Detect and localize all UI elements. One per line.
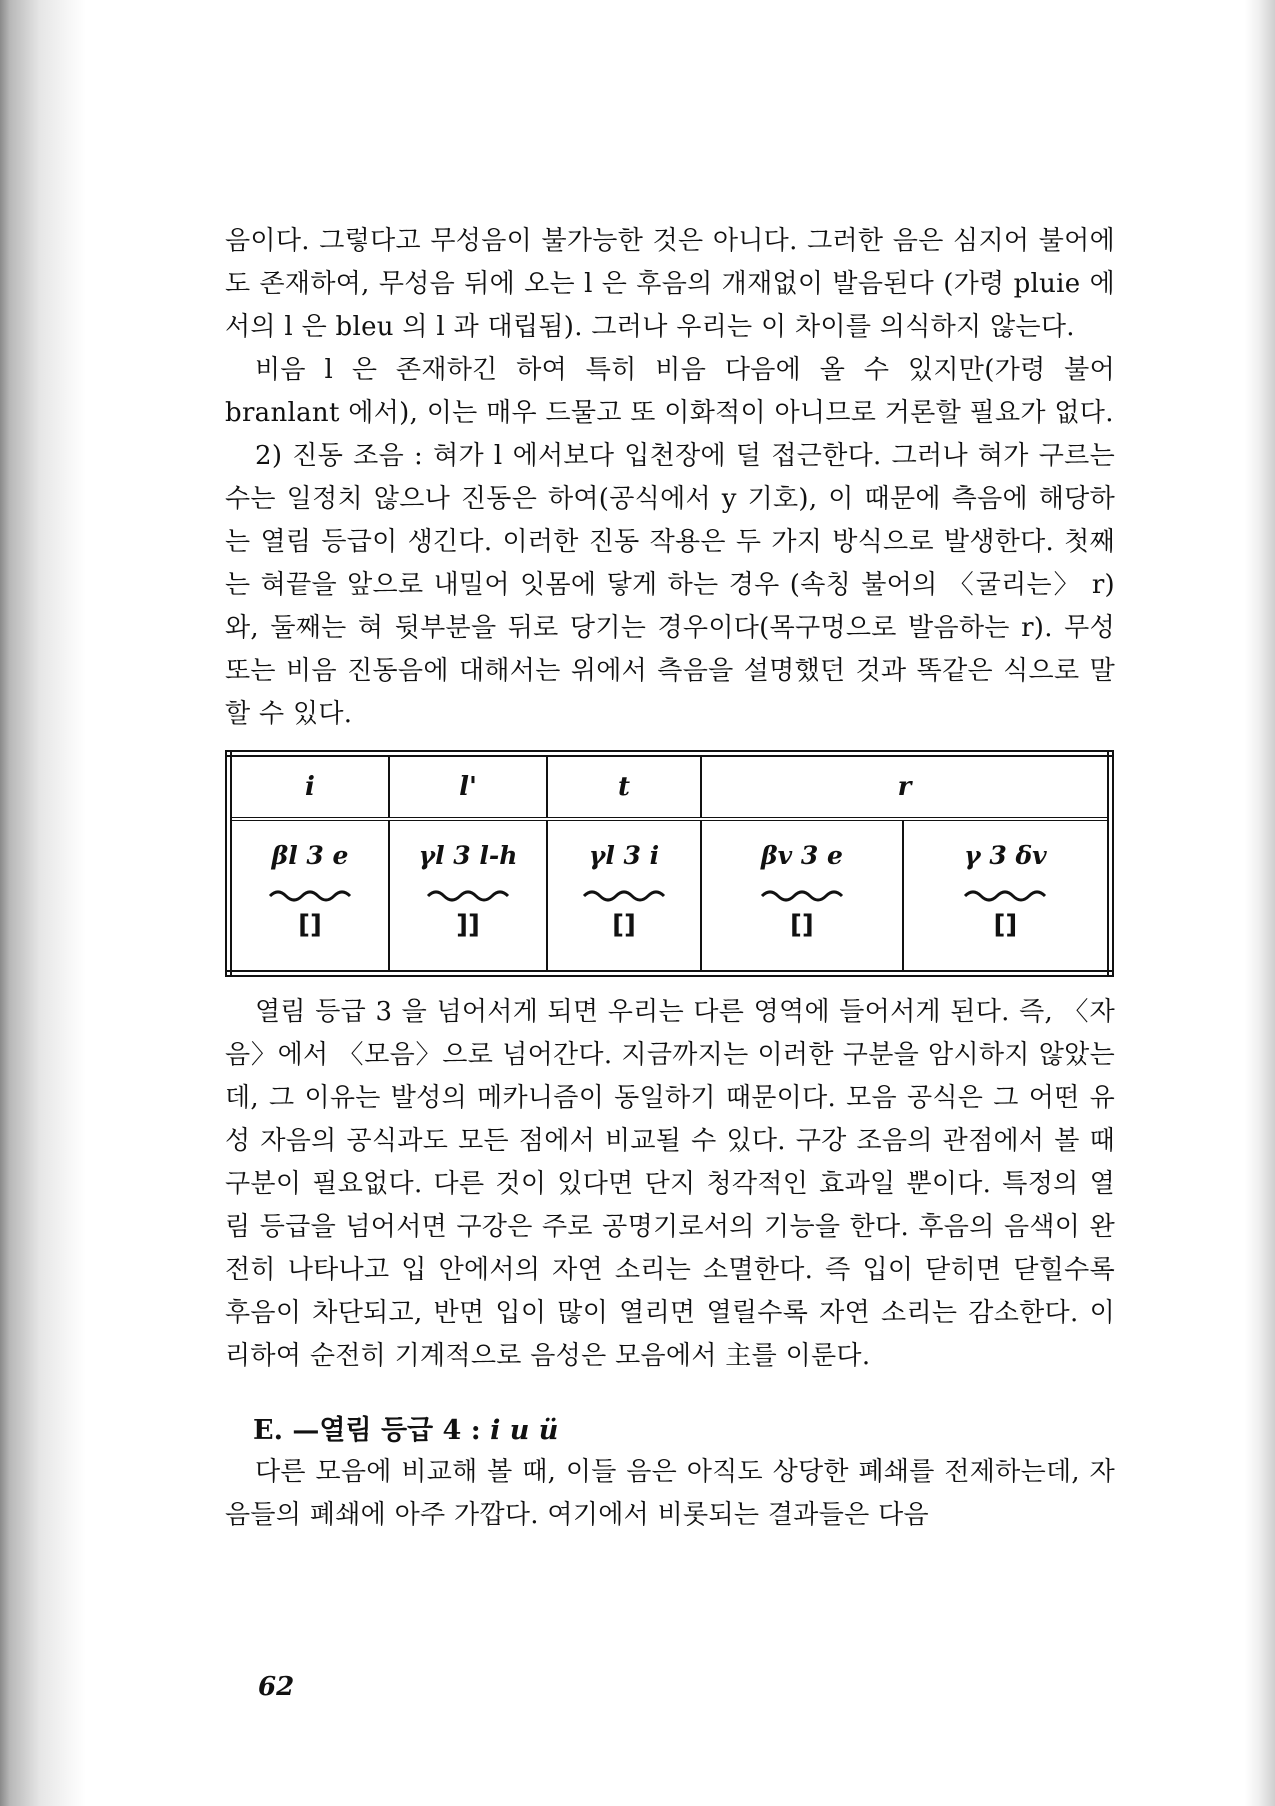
paragraph-3: 2) 진동 조음 : 혀가 l 에서보다 입천장에 덜 접근한다. 그러나 혀가 구르는 수는 일정치 않으나 진동은 하여(공식에서 y 기호), 이 때문에 측음에 해당하는 열림 등급이 생긴다. 이러한 진동 작용은 두 가지 방식으로 발생한다. 첫째는 혀끝을 앞으로 내밀어 잇몸에 닿게 하는 경우 (속칭 불어의 〈굴리는〉 r)와, 둘째는 혀 뒷부분을 뒤로 당기는 경우이다(목구멍으로 발음하는 r). 무성 또는 비음 진동음에 대해서는 위에서 측음을 설명했던 것과 똑같은 식으로 말할 수 있다. — [225, 441, 1115, 729]
table-cell — [389, 819, 547, 974]
section-heading-symbols: i u ü — [490, 1415, 559, 1446]
wave-glyph-icon — [426, 886, 510, 904]
table-cell — [701, 819, 903, 974]
formula-text: βv 3 e — [761, 841, 843, 870]
section-heading — [253, 1408, 1115, 1447]
paragraph-last: 다른 모음에 비교해 볼 때, 이들 음은 아직도 상당한 폐쇄를 전제하는데, 자음들의 폐쇄에 아주 가깝다. 여기에서 비롯되는 결과들은 다음 — [225, 1457, 1115, 1530]
wave-glyph-icon — [760, 886, 844, 904]
section-heading-prefix: E. —열림 등급 4 : — [253, 1415, 491, 1446]
table-cell — [229, 819, 390, 974]
book-page — [225, 220, 1115, 1537]
wave-glyph-icon — [963, 886, 1047, 904]
header-t: t — [547, 754, 701, 820]
wave-glyph-icon — [582, 886, 666, 904]
paragraph-2: 비음 l 은 존재하긴 하여 특히 비음 다음에 올 수 있지만(가령 불어 branlant 에서), 이는 매우 드물고 또 이화적이 아니므로 거론할 필요가 없다. — [225, 355, 1115, 428]
header-l-prime: l' — [389, 754, 547, 820]
header-r: r — [701, 754, 1111, 820]
table-cell — [547, 819, 701, 974]
articulation-table — [225, 750, 1114, 977]
table-header-row — [229, 754, 1111, 820]
bracket-text: [] — [612, 910, 636, 940]
page-number: 62 — [258, 1672, 295, 1702]
bracket-text: ]] — [456, 910, 480, 940]
bracket-text: [] — [993, 910, 1018, 940]
bracket-text: [] — [298, 910, 322, 940]
header-i: i — [229, 754, 390, 820]
paragraph-after-table: 열림 등급 3 을 넘어서게 되면 우리는 다른 영역에 들어서게 된다. 즉, 〈자음〉에서 〈모음〉으로 넘어간다. 지금까지는 이러한 구분을 암시하지 않았는데, 그 이유는 발성의 메카니즘이 동일하기 때문이다. 모음 공식은 그 어떤 유성 자음의 공식과도 모든 점에서 비교될 수 있다. 구강 조음의 관점에서 볼 때 구분이 필요없다. 다른 것이 있다면 단지 청각적인 효과일 뿐이다. 특정의 열림 등급을 넘어서면 구강은 주로 공명기로서의 기능을 한다. 후음의 음색이 완전히 나타나고 입 안에서의 자연 소리는 소멸한다. 즉 입이 닫히면 닫힐수록 후음이 차단되고, 반면 입이 많이 열리면 열릴수록 자연 소리는 감소한다. 이리하여 순전히 기계적으로 음성은 모음에서 主를 이룬다. — [225, 997, 1115, 1371]
table-cell — [903, 819, 1111, 974]
table-formula-row — [229, 819, 1111, 974]
formula-text: γ 3 δv — [964, 841, 1047, 870]
page-edge-shadow — [1245, 0, 1275, 1806]
formula-text: γl 3 i — [588, 841, 660, 870]
wave-glyph-icon — [268, 886, 352, 904]
paragraph-1: 음이다. 그렇다고 무성음이 불가능한 것은 아니다. 그러한 음은 심지어 불어에도 존재하여, 무성음 뒤에 오는 l 은 후음의 개재없이 발음된다 (가령 pluie 에서의 l 은 bleu 의 l 과 대립됨). 그러나 우리는 이 차이를 의식하지 않는다. — [225, 226, 1115, 342]
formula-text: βl 3 e — [271, 841, 349, 870]
bracket-text: [] — [790, 910, 814, 940]
book-spine-shadow — [0, 0, 86, 1806]
formula-text: γl 3 l-h — [418, 841, 518, 870]
